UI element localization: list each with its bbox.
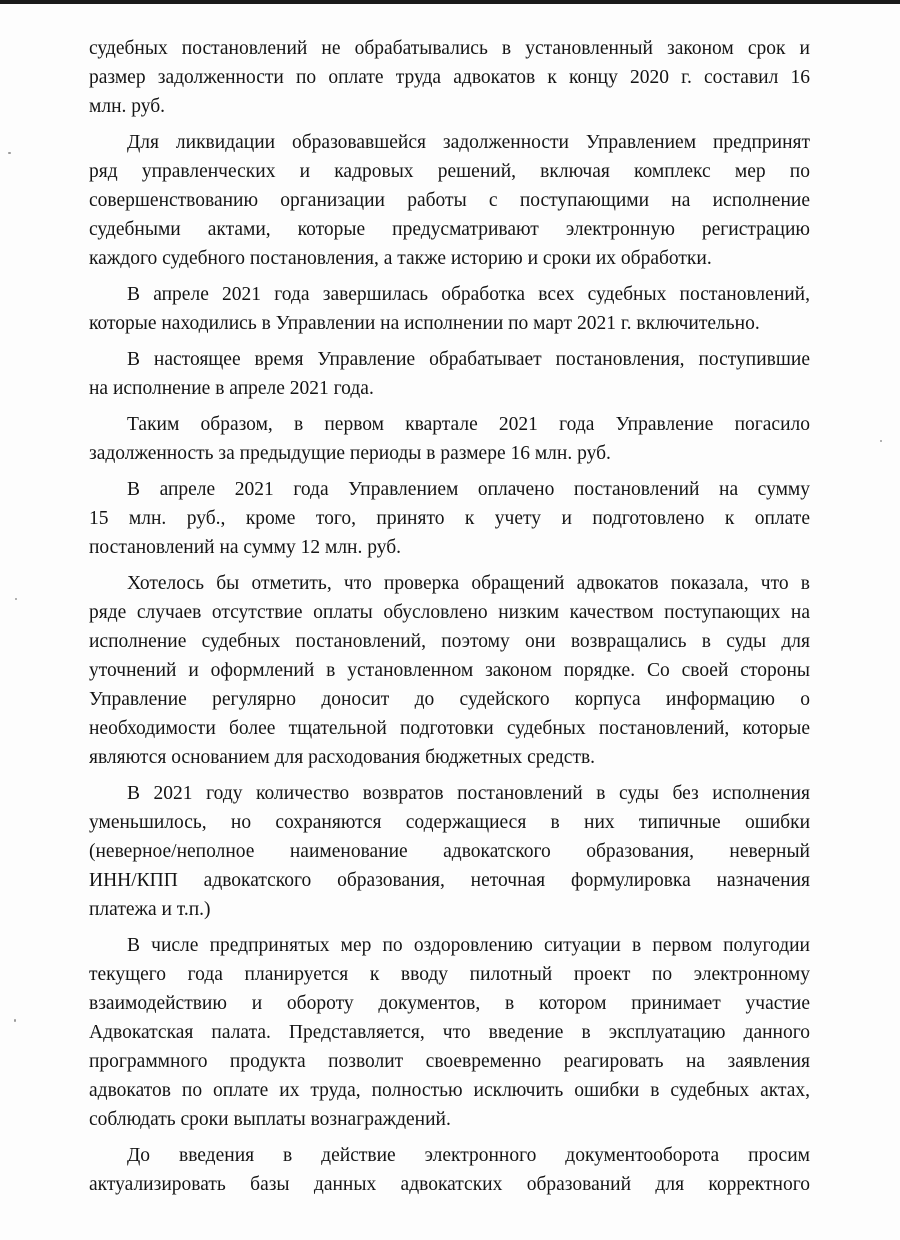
- paragraph-line: (неверное/неполное наименование адвокатского образования, неверный: [89, 841, 810, 862]
- paragraph-line: В апреле 2021 года завершилась обработка всех судебных постановлений,: [127, 284, 810, 305]
- paragraph: [89, 779, 810, 924]
- paragraph-line: Управление регулярно доносит до судейского корпуса информацию о: [89, 689, 810, 710]
- paragraph-line: В апреле 2021 года Управлением оплачено постановлений на сумму: [127, 479, 810, 500]
- scan-speck: [8, 152, 11, 154]
- paragraph-line: 15 млн. руб., кроме того, принято к учету и подготовлено к оплате: [89, 508, 810, 529]
- paragraph: [89, 410, 810, 468]
- paragraph: [89, 345, 810, 403]
- paragraph-line: млн. руб.: [89, 96, 166, 117]
- paragraph-line: которые находились в Управлении на исполнении по март 2021 г. включительно.: [89, 313, 760, 334]
- paragraph: [89, 128, 810, 273]
- paragraph-line: Таким образом, в первом квартале 2021 года Управление погасило: [127, 414, 810, 435]
- paragraph: [89, 34, 810, 121]
- scan-speck: [15, 598, 17, 600]
- scan-speck: [14, 1019, 16, 1022]
- paragraph-line: являются основанием для расходования бюджетных средств.: [89, 747, 596, 768]
- paragraph-line: необходимости более тщательной подготовки судебных постановлений, которые: [89, 718, 810, 739]
- paragraph-line: программного продукта позволит своевременно реагировать на заявления: [89, 1051, 810, 1072]
- paragraph-line: соблюдать сроки выплаты вознаграждений.: [89, 1109, 451, 1130]
- scan-speck: [880, 440, 882, 442]
- paragraph: [89, 569, 810, 772]
- paragraph-line: актуализировать базы данных адвокатских образований для корректного: [89, 1174, 810, 1195]
- paragraph-line: каждого судебного постановления, а также историю и сроки их обработки.: [89, 248, 712, 269]
- paragraph-line: размер задолженности по оплате труда адвокатов к концу 2020 г. составил 16: [89, 67, 810, 88]
- paragraph-line: на исполнение в апреле 2021 года.: [89, 378, 374, 399]
- paragraph-line: судебных постановлений не обрабатывались в установленный законом срок и: [89, 38, 810, 59]
- paragraph: [89, 931, 810, 1134]
- paragraph-line: ряде случаев отсутствие оплаты обусловлено низким качеством поступающих на: [89, 602, 810, 623]
- paragraph-line: текущего года планируется к вводу пилотный проект по электронному: [89, 964, 810, 985]
- paragraph-line: адвокатов по оплате их труда, полностью исключить ошибки в судебных актах,: [89, 1080, 810, 1101]
- paragraph-line: В настоящее время Управление обрабатывает постановления, поступившие: [127, 349, 810, 370]
- paragraph-line: Хотелось бы отметить, что проверка обращений адвокатов показала, что в: [127, 573, 810, 594]
- scan-top-edge: [0, 0, 900, 4]
- paragraph-line: ИНН/КПП адвокатского образования, неточная формулировка назначения: [89, 870, 810, 891]
- paragraph-line: платежа и т.п.): [89, 899, 211, 920]
- document-body: [89, 34, 810, 1199]
- paragraph-line: постановлений на сумму 12 млн. руб.: [89, 537, 402, 558]
- paragraph-line: Адвокатская палата. Представляется, что введение в эксплуатацию данного: [89, 1022, 810, 1043]
- paragraph-line: взаимодействию и обороту документов, в котором принимает участие: [89, 993, 810, 1014]
- paragraph: [89, 475, 810, 562]
- paragraph-line: В числе предпринятых мер по оздоровлению ситуации в первом полугодии: [127, 935, 810, 956]
- paragraph: [89, 280, 810, 338]
- paragraph-line: совершенствованию организации работы с поступающими на исполнение: [89, 190, 810, 211]
- paragraph-line: До введения в действие электронного документооборота просим: [127, 1145, 810, 1166]
- paragraph: [89, 1141, 810, 1199]
- paragraph-line: задолженность за предыдущие периоды в размере 16 млн. руб.: [89, 443, 611, 464]
- paragraph-line: судебными актами, которые предусматривают электронную регистрацию: [89, 219, 810, 240]
- paragraph-line: ряд управленческих и кадровых решений, включая комплекс мер по: [89, 161, 810, 182]
- paragraph-line: исполнение судебных постановлений, поэтому они возвращались в суды для: [89, 631, 810, 652]
- paragraph-line: В 2021 году количество возвратов постановлений в суды без исполнения: [127, 783, 810, 804]
- paragraph-line: Для ликвидации образовавшейся задолженности Управлением предпринят: [127, 132, 810, 153]
- paragraph-line: уменьшилось, но сохраняются содержащиеся в них типичные ошибки: [89, 812, 810, 833]
- paragraph-line: уточнений и оформлений в установленном законом порядке. Со своей стороны: [89, 660, 810, 681]
